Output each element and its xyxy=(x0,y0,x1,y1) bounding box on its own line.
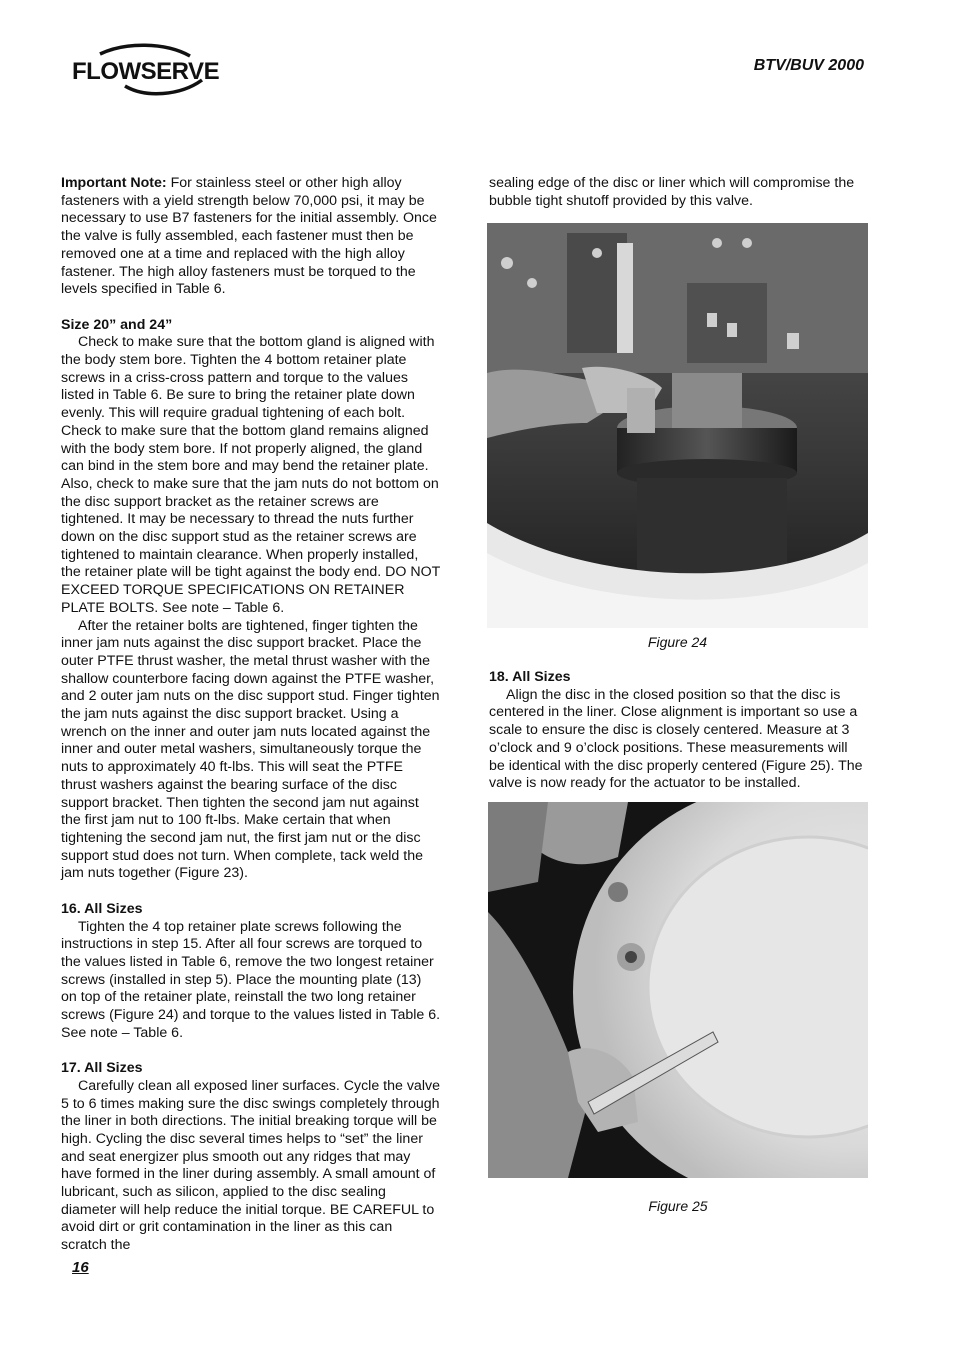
important-note-text: For stainless steel or other high alloy fasteners with a yield strength below 70,000 psi, it may be necessary to use B7 fasteners for the initial assembly. Once the valve is fully assembled, each fastener must then be removed one at a time and replaced with the high alloy fastener. The high alloy fasteners must be torqued to the levels specified in Table 6. xyxy=(61,175,437,298)
important-note-label: Important Note: xyxy=(61,175,167,191)
document-title: BTV/BUV 2000 xyxy=(753,57,864,74)
logo-text: FLOWSERVE xyxy=(72,58,220,85)
flowserve-logo xyxy=(70,42,220,98)
figure-24-caption: Figure 24 xyxy=(647,634,708,650)
right-column-continuation xyxy=(489,175,867,210)
figure-24-photo xyxy=(487,223,868,628)
step-17-paragraph: Carefully clean all exposed liner surfaces. Cycle the valve 5 to 6 times making sure the disc swings completely through the liner in both directions. The initial breaking torque will be high. Cycling the disc several times helps to “set” the liner and seat energizer plus smooth out any ridges that may have formed in the liner during assembly. A small amount of lubricant, such as silicon, applied to the disc sealing diameter will help reduce the initial torque. BE CAREFUL to avoid dirt or grit contamination in the liner as this can scratch the xyxy=(61,1077,440,1254)
step-17-continuation: sealing edge of the disc or liner which will compromise the bubble tight shutoff provided by this valve. xyxy=(489,175,855,209)
size-20-24-paragraph-1: Check to make sure that the bottom gland is aligned with the body stem bore. Tighten the 4 bottom retainer plate screws in a criss-cross pattern and torque to the values listed in Table 6. Be sure to bring the retainer plate down evenly. This will require gradual tightening of each bolt. Check to make sure that the bottom gland remains aligned with the body stem bore. If not properly aligned, the gland can bind in the stem bore and may bend the retainer plate. Also, check to make sure that the jam nuts do not bottom on the disc support bracket as the retainer screws are tightened. It may be necessary to thread the nuts further down on the disc support stud as the retainer screws are tightened to maintain clearance. When properly installed, the retainer plate will be tight against the body end. DO NOT EXCEED TORQUE SPECIFICATIONS ON RETAINER PLATE BOLTS. See note – Table 6. xyxy=(61,334,441,616)
step-18-block xyxy=(489,669,867,793)
page-number: 16 xyxy=(72,1259,89,1276)
size-20-24-heading: Size 20” and 24” xyxy=(61,316,173,333)
left-column xyxy=(61,175,441,1255)
important-note xyxy=(61,175,441,299)
figure-25-caption: Figure 25 xyxy=(648,1198,708,1214)
step-17-heading: 17. All Sizes xyxy=(61,1060,143,1077)
step-18-paragraph: Align the disc in the closed position so that the disc is centered in the liner. Close alignment is important so use a scale to ensure the disc is closely centered. Measure at 3 o’clock and 9 o’clock positions. These measurements will be identical with the disc properly centered (Figure 25). The valve is now ready for the actuator to be installed. xyxy=(489,686,863,792)
step-16-paragraph: Tighten the 4 top retainer plate screws following the instructions in step 15. After all four screws are torqued to the values listed in Table 6, remove the two longest retainer screws (installed in step 5). Place the mounting plate (13) on top of the retainer plate, reinstall the two long retainer screws (Figure 24) and torque to the values listed in Table 6. See note – Table 6. xyxy=(61,918,441,1041)
size-20-24-paragraph-2: After the retainer bolts are tightened, finger tighten the inner jam nuts against the disc support bracket. Place the outer PTFE thrust washer, the metal thrust washer with the shallow counterbore facing down against the PTFE washer, and 2 outer jam nuts on the disc support stud. Finger tighten the jam nuts against the disc support bracket. Using a wrench on the inner and outer jam nuts located against the inner and outer metal washers, simultaneously torque the nuts to approximately 40 ft-lbs. This will seat the PTFE thrust washers against the bearing surface of the disc support bracket. Then tighten the second jam nut against the first jam nut to 100 ft-lbs. Make certain that when tightening the second jam nut, the first jam nut or the disc support stud does not turn. When complete, tack weld the jam nuts together (Figure 23). xyxy=(61,617,440,882)
step-16-heading: 16. All Sizes xyxy=(61,900,143,917)
step-18-heading: 18. All Sizes xyxy=(489,669,571,685)
figure-25-photo xyxy=(488,802,868,1178)
